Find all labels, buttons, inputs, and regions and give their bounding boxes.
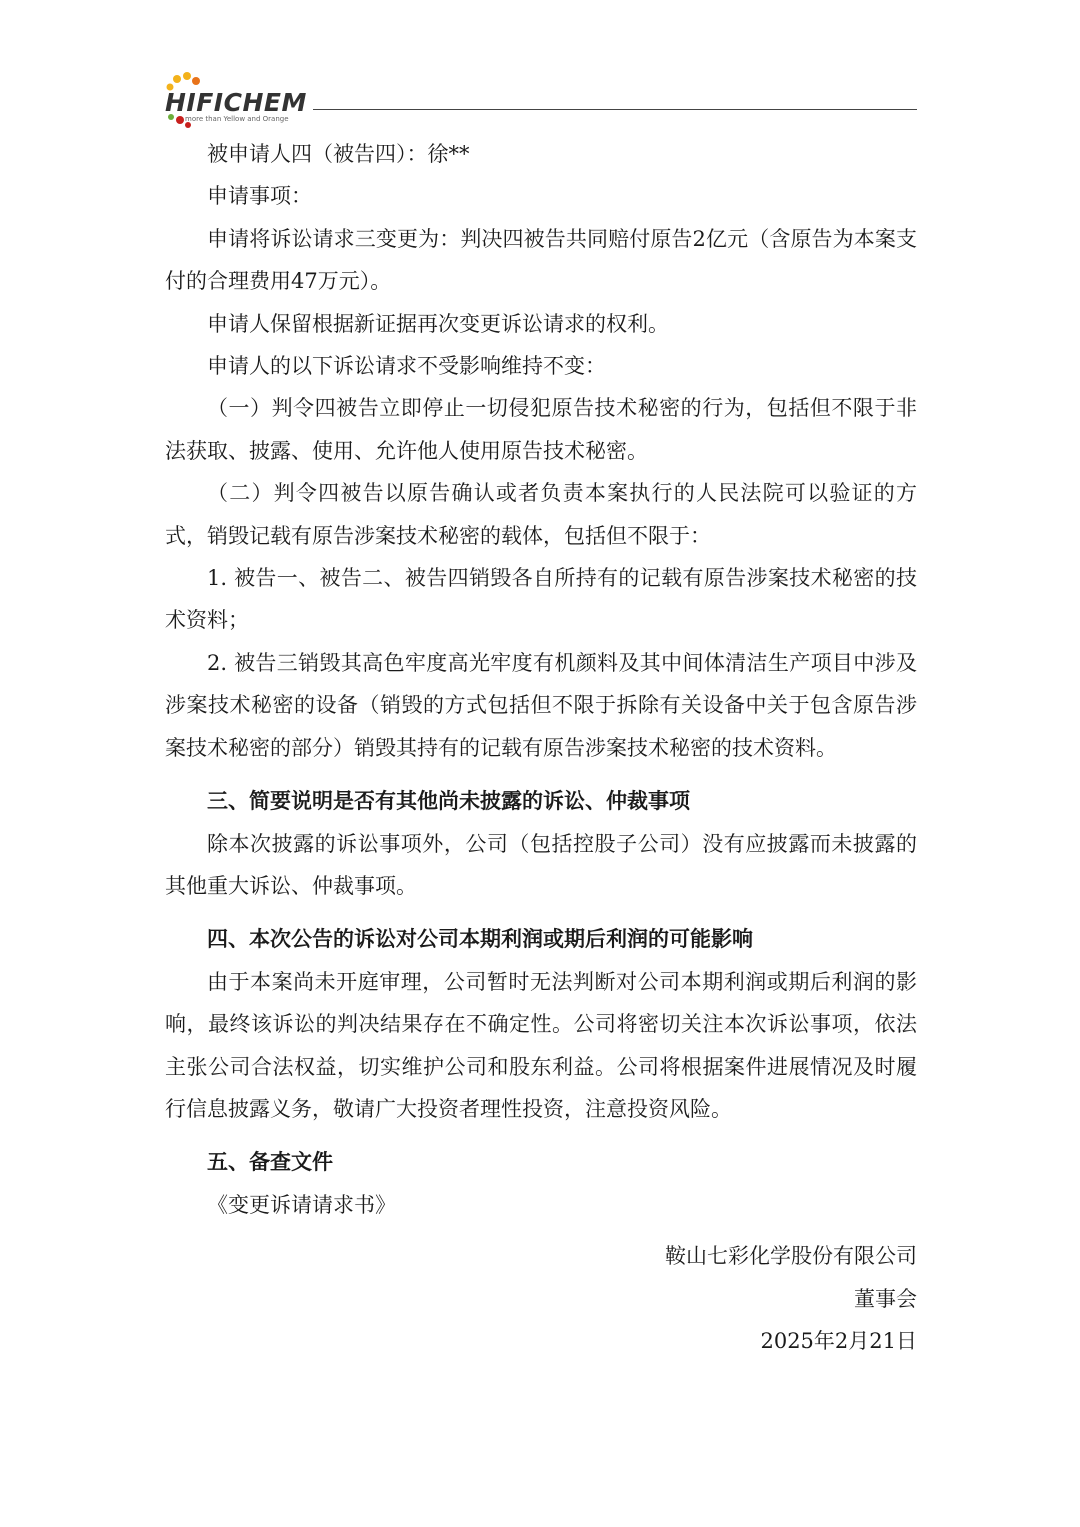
section-3-paragraph: 除本次披露的诉讼事项外，公司（包括控股子公司）没有应披露而未披露的其他重大诉讼、仲裁事项。 [165, 831, 917, 898]
section-heading-4: 四、本次公告的诉讼对公司本期利润或期后利润的可能影响 [207, 927, 753, 952]
logo-wordmark: HIFICHEM [165, 88, 307, 117]
header-divider [313, 109, 917, 110]
claim-subitem-1: 1. 被告一、被告二、被告四销毁各自所持有的记载有原告涉案技术秘密的技术资料； [165, 566, 917, 633]
page-header [163, 70, 917, 130]
logo-tagline: more than Yellow and Orange [185, 115, 289, 123]
claim-subitem-2: 2. 被告三销毁其高色牢度高光牢度有机颜料及其中间体清洁生产项目中涉及涉案技术秘密的设备（销毁的方式包括但不限于拆除有关设备中关于包含原告涉案技术秘密的部分）销毁其持有的记载有原告涉案技术秘密的技术资料。 [165, 650, 917, 760]
signature-date: 2025年2月21日 [760, 1329, 917, 1353]
section-heading-3: 三、简要说明是否有其他尚未披露的诉讼、仲裁事项 [207, 789, 690, 814]
unchanged-claims-intro: 申请人的以下诉讼请求不受影响维持不变： [207, 354, 606, 379]
claim-item-1: （一）判令四被告立即停止一切侵犯原告技术秘密的行为，包括但不限于非法获取、披露、使用、允许他人使用原告技术秘密。 [165, 396, 917, 463]
company-logo [163, 70, 313, 128]
document-body [165, 133, 917, 1226]
signature-board: 董事会 [854, 1287, 917, 1311]
section-4-paragraph: 由于本案尚未开庭审理，公司暂时无法判断对公司本期利润或期后利润的影响，最终该诉讼的判决结果存在不确定性。公司将密切关注本次诉讼事项，依法主张公司合法权益，切实维护公司和股东利益。公司将根据案件进展情况及时履行信息披露义务，敬请广大投资者理性投资，注意投资风险。 [165, 969, 917, 1121]
signature-company: 鞍山七彩化学股份有限公司 [665, 1244, 917, 1268]
claim-change-paragraph: 申请将诉讼请求三变更为：判决四被告共同赔付原告2亿元（含原告为本案支付的合理费用47万元）。 [165, 226, 917, 294]
reference-document: 《变更诉请请求书》 [207, 1192, 396, 1217]
application-items-label: 申请事项： [207, 184, 312, 209]
respondent-line: 被申请人四（被告四）：徐** [207, 142, 470, 166]
section-heading-5: 五、备查文件 [207, 1150, 333, 1175]
claim-item-2: （二）判令四被告以原告确认或者负责本案执行的人民法院可以验证的方式，销毁记载有原告涉案技术秘密的载体，包括但不限于： [165, 481, 917, 548]
rights-reserved-paragraph: 申请人保留根据新证据再次变更诉讼请求的权利。 [207, 311, 669, 336]
